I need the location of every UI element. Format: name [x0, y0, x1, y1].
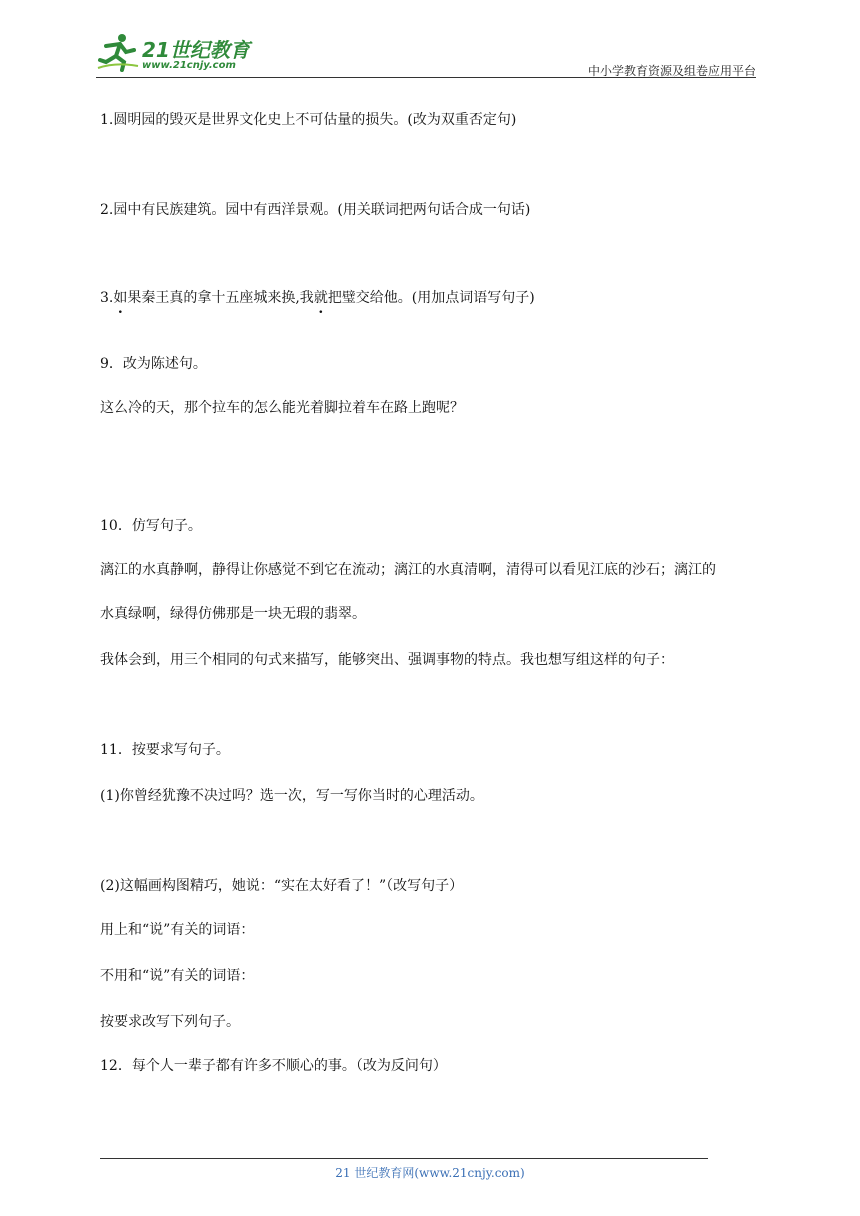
- question-9-title: 9．改为陈述句。: [100, 356, 207, 372]
- question-10-title: 10．仿写句子。: [100, 518, 202, 534]
- runner-logo-icon: [96, 32, 140, 72]
- question-11-without-say: 不用和“说”有关的词语：: [100, 968, 255, 984]
- question-10-text-a: 漓江的水真静啊，静得让你感觉不到它在流动；漓江的水真清啊，清得可以看见江底的沙石；漓江的: [100, 562, 716, 578]
- footer-divider: [100, 1158, 708, 1159]
- header-divider: [96, 77, 756, 78]
- question-11-with-say: 用上和“说”有关的词语：: [100, 922, 255, 938]
- emphasis-word-jiu: 就: [313, 290, 328, 306]
- logo-title: 21世纪教育: [142, 38, 250, 62]
- question-10-text-b: 水真绿啊，绿得仿佛那是一块无瑕的翡翠。: [100, 606, 366, 622]
- question-line-1: 1.圆明园的毁灭是世界文化史上不可估量的损失。(改为双重否定句): [100, 112, 517, 128]
- question-line-3: [100, 288, 535, 308]
- footer-link[interactable]: 21 世纪教育网(www.21cnjy.com): [335, 1166, 525, 1180]
- line-3-end: 把璧交给他。(用加点词语写句子): [327, 290, 535, 306]
- page-header: [96, 28, 756, 78]
- logo-url: www.21cnjy.com: [142, 60, 236, 71]
- question-10-text-c: 我体会到，用三个相同的句式来描写，能够突出、强调事物的特点。我也想写组这样的句子：: [100, 652, 674, 668]
- question-11-title: 11．按要求写句子。: [100, 742, 230, 758]
- question-11-rewrite: 按要求改写下列句子。: [100, 1014, 240, 1030]
- question-line-2: 2.园中有民族建筑。园中有西洋景观。(用关联词把两句话合成一句话): [100, 202, 531, 218]
- line-3-middle: 果秦王真的拿十五座城来换,我: [127, 290, 314, 306]
- emphasis-word-ru: 如: [113, 290, 128, 306]
- question-9-sentence: 这么冷的天，那个拉车的怎么能光着脚拉着车在路上跑呢？: [100, 400, 464, 416]
- site-logo[interactable]: [96, 28, 266, 76]
- line-3-number: 3.: [100, 290, 114, 306]
- question-12-title: 12．每个人一辈子都有许多不顺心的事。（改为反问句）: [100, 1058, 447, 1074]
- question-11-part-2: (2)这幅画构图精巧，她说：“实在太好看了！”（改写句子）: [100, 878, 464, 894]
- platform-name: 中小学教育资源及组卷应用平台: [587, 64, 756, 78]
- question-11-part-1: (1)你曾经犹豫不决过吗？选一次，写一写你当时的心理活动。: [100, 788, 484, 804]
